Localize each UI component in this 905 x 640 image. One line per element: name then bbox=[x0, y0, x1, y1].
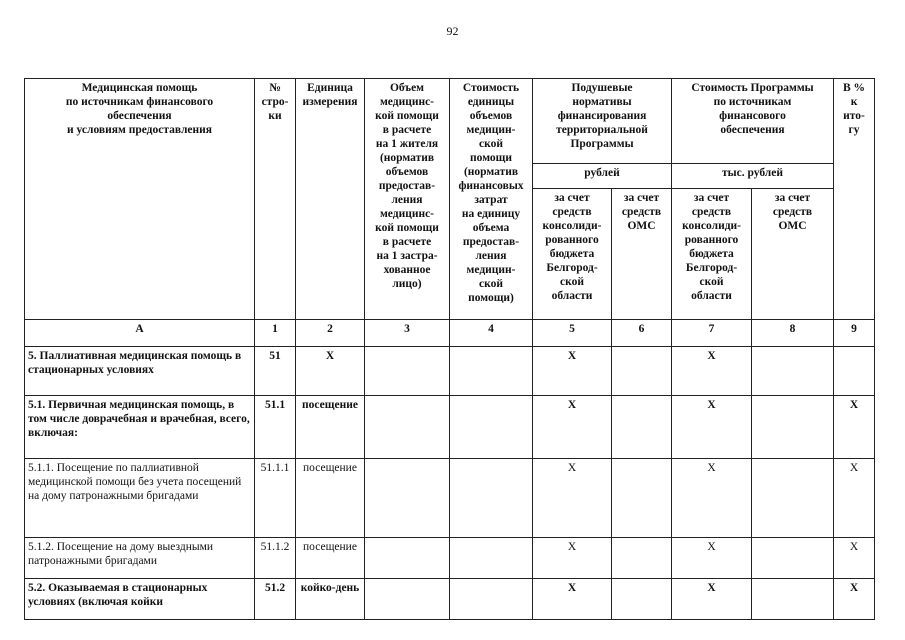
cell-volume bbox=[365, 579, 450, 620]
cell-percent: Х bbox=[834, 396, 875, 459]
header-text-line: хованное bbox=[383, 264, 431, 277]
header-text-line: и условиям предоставления bbox=[67, 124, 212, 137]
header-text-line: финансирования bbox=[557, 110, 647, 123]
row-title: 5.1.1. Посещение по паллиативной медицинской помощи без учета посещений на дому патронажными бригадами bbox=[25, 459, 255, 538]
header-text-line: предостав- bbox=[378, 180, 436, 193]
table-row bbox=[25, 579, 875, 620]
table-row bbox=[25, 538, 875, 579]
column-number: А bbox=[25, 320, 255, 347]
cell-volume bbox=[365, 538, 450, 579]
header-text-line: В % bbox=[842, 82, 866, 94]
header-text-line: медицинс- bbox=[379, 208, 435, 221]
header-text-line: медицинс- bbox=[379, 96, 435, 109]
row-unit: посещение bbox=[296, 459, 365, 538]
header-text-line: Стоимость bbox=[462, 82, 520, 94]
cell-cost-budget: Х bbox=[672, 347, 752, 396]
cell-unit-cost bbox=[450, 579, 533, 620]
header-text-line: обеспечения bbox=[107, 110, 172, 123]
header-text-line: за счет bbox=[554, 192, 590, 204]
header-text-line: средств bbox=[621, 206, 662, 219]
header-text-line: на единицу bbox=[461, 208, 521, 221]
header-unit-thousand-rubles: тыс. рублей bbox=[672, 164, 834, 189]
header-col-2 bbox=[296, 79, 365, 320]
cell-unit-cost bbox=[450, 538, 533, 579]
header-text-line: измерения bbox=[302, 96, 358, 109]
cell-per-capita-oms bbox=[612, 579, 672, 620]
cell-percent: Х bbox=[834, 538, 875, 579]
row-unit: койко-день bbox=[296, 579, 365, 620]
header-text-line: рованного bbox=[545, 234, 599, 247]
header-text-line: ки bbox=[268, 110, 282, 123]
header-text-line: средств bbox=[691, 206, 732, 219]
header-text-line: предостав- bbox=[462, 236, 520, 249]
header-text-line: на 1 жителя bbox=[375, 138, 439, 151]
cell-cost-budget: Х bbox=[672, 538, 752, 579]
page-number: 92 bbox=[446, 24, 459, 38]
column-number: 4 bbox=[450, 320, 533, 347]
header-text-line: консолиди- bbox=[542, 220, 602, 233]
header-text-line: медицин- bbox=[466, 264, 516, 277]
header-text-line: на 1 застра- bbox=[376, 250, 438, 263]
header-text-line: бюджета bbox=[549, 248, 595, 261]
header-group-per-capita bbox=[533, 79, 672, 164]
header-text-line: за счет bbox=[774, 192, 811, 204]
header-text-line: единицы bbox=[467, 96, 515, 109]
row-line-number: 51 bbox=[255, 347, 296, 396]
cell-cost-budget: Х bbox=[672, 459, 752, 538]
header-text-line: Белгород- bbox=[685, 262, 738, 275]
row-title: 5. Паллиативная медицинская помощь в стационарных условиях bbox=[25, 347, 255, 396]
table-row bbox=[25, 396, 875, 459]
header-text-line: стро- bbox=[261, 96, 289, 109]
row-unit: посещение bbox=[296, 538, 365, 579]
header-text-line: области bbox=[691, 290, 732, 303]
header-text-line: № bbox=[269, 82, 281, 94]
header-text-line: консолиди- bbox=[682, 220, 741, 233]
header-col-9 bbox=[834, 79, 875, 320]
header-row-1 bbox=[25, 79, 875, 164]
header-text-line: лицо) bbox=[392, 278, 422, 291]
cell-percent: Х bbox=[834, 459, 875, 538]
header-col-3 bbox=[365, 79, 450, 320]
cell-cost-oms bbox=[752, 396, 834, 459]
header-text-line: объемов bbox=[385, 166, 429, 179]
header-col-7 bbox=[672, 189, 752, 320]
column-numbers-row bbox=[25, 320, 875, 347]
cell-per-capita-budget: Х bbox=[533, 347, 612, 396]
row-title: 5.1. Первичная медицинская помощь, в том числе доврачебная и врачебная, всего, включая: bbox=[25, 396, 255, 459]
cell-cost-oms bbox=[752, 459, 834, 538]
header-text-line: территориальной bbox=[556, 124, 648, 137]
header-text-line: Белгород- bbox=[546, 262, 598, 275]
cell-unit-cost bbox=[450, 347, 533, 396]
cell-per-capita-budget: Х bbox=[533, 396, 612, 459]
row-line-number: 51.1.2 bbox=[255, 538, 296, 579]
cell-percent bbox=[834, 347, 875, 396]
header-text-line: нормативы bbox=[572, 96, 632, 109]
header-col-4 bbox=[450, 79, 533, 320]
column-number: 7 bbox=[672, 320, 752, 347]
header-text-line: кой помощи bbox=[375, 222, 439, 235]
header-text-line: к bbox=[850, 96, 858, 109]
cell-cost-oms bbox=[752, 579, 834, 620]
cell-percent: Х bbox=[834, 579, 875, 620]
header-text-line: финансового bbox=[719, 110, 786, 123]
header-text-line: ской bbox=[699, 276, 724, 289]
header-text-line: в расчете bbox=[382, 124, 432, 137]
header-text-line: ления bbox=[391, 194, 423, 207]
cell-cost-budget: Х bbox=[672, 579, 752, 620]
header-text-line: Программы bbox=[570, 138, 634, 151]
cell-volume bbox=[365, 347, 450, 396]
cell-cost-budget: Х bbox=[672, 396, 752, 459]
header-col-5 bbox=[533, 189, 612, 320]
header-text-line: ито- bbox=[843, 110, 865, 123]
header-text-line: средств bbox=[772, 206, 813, 219]
header-text-line: ления bbox=[475, 250, 507, 263]
cell-per-capita-oms bbox=[612, 538, 672, 579]
header-unit-rubles: рублей bbox=[533, 164, 672, 189]
cell-volume bbox=[365, 396, 450, 459]
header-text-line: области bbox=[551, 290, 593, 303]
header-text-line: по источникам финансового bbox=[65, 96, 214, 109]
header-text-line: помощи) bbox=[468, 292, 514, 305]
row-line-number: 51.1.1 bbox=[255, 459, 296, 538]
header-text-line: финансовых bbox=[458, 180, 524, 193]
cell-per-capita-budget: Х bbox=[533, 459, 612, 538]
header-text-line: гу bbox=[848, 124, 860, 137]
header-text-line: (норматив bbox=[463, 166, 519, 179]
header-text-line: Объем bbox=[389, 82, 425, 94]
row-unit: посещение bbox=[296, 396, 365, 459]
column-number: 1 bbox=[255, 320, 296, 347]
header-text-line: помощи bbox=[470, 152, 512, 165]
cell-cost-oms bbox=[752, 538, 834, 579]
header-text-line: медицин- bbox=[466, 124, 516, 137]
header-text-line: в расчете bbox=[382, 236, 432, 249]
header-text-line: затрат bbox=[474, 194, 508, 207]
header-text-line: за счет bbox=[623, 192, 660, 204]
header-text-line: Подушевые bbox=[571, 82, 633, 94]
header-text-line: ОМС bbox=[778, 220, 807, 233]
header-text-line: по источникам bbox=[713, 96, 792, 109]
header-text-line: объема bbox=[472, 222, 510, 235]
row-line-number: 51.2 bbox=[255, 579, 296, 620]
header-text-line: (норматив bbox=[379, 152, 435, 165]
header-text-line: средств bbox=[552, 206, 592, 219]
row-title: 5.1.2. Посещение на дому выездными патронажными бригадами bbox=[25, 538, 255, 579]
cell-per-capita-oms bbox=[612, 396, 672, 459]
header-col-1 bbox=[255, 79, 296, 320]
column-number: 9 bbox=[834, 320, 875, 347]
header-col-8 bbox=[752, 189, 834, 320]
header-text-line: объемов bbox=[469, 110, 513, 123]
header-text-line: бюджета bbox=[689, 248, 734, 261]
cell-volume bbox=[365, 459, 450, 538]
row-title: 5.2. Оказываемая в стационарных условиях (включая койки bbox=[25, 579, 255, 620]
cell-per-capita-oms bbox=[612, 347, 672, 396]
cell-per-capita-budget: Х bbox=[533, 579, 612, 620]
row-line-number: 51.1 bbox=[255, 396, 296, 459]
table-row bbox=[25, 459, 875, 538]
cell-per-capita-budget: Х bbox=[533, 538, 612, 579]
header-text-line: ской bbox=[479, 278, 503, 291]
header-text-line: ской bbox=[479, 138, 503, 151]
header-group-program-cost bbox=[672, 79, 834, 164]
cell-cost-oms bbox=[752, 347, 834, 396]
header-text-line: за счет bbox=[693, 192, 730, 204]
header-col-6 bbox=[612, 189, 672, 320]
header-text-line: Единица bbox=[307, 82, 353, 94]
header-text-line: Медицинская помощь bbox=[81, 82, 198, 94]
header-text-line: Стоимость Программы bbox=[691, 82, 814, 94]
financing-table bbox=[24, 78, 875, 620]
header-text-line: рованного bbox=[684, 234, 739, 247]
column-number: 3 bbox=[365, 320, 450, 347]
row-unit: Х bbox=[296, 347, 365, 396]
table-row bbox=[25, 347, 875, 396]
cell-unit-cost bbox=[450, 459, 533, 538]
column-number: 5 bbox=[533, 320, 612, 347]
header-text-line: ОМС bbox=[627, 220, 656, 233]
header-col-a bbox=[25, 79, 255, 320]
column-number: 8 bbox=[752, 320, 834, 347]
header-text-line: ской bbox=[560, 276, 584, 289]
cell-per-capita-oms bbox=[612, 459, 672, 538]
cell-unit-cost bbox=[450, 396, 533, 459]
column-number: 2 bbox=[296, 320, 365, 347]
header-text-line: кой помощи bbox=[375, 110, 439, 123]
column-number: 6 bbox=[612, 320, 672, 347]
header-text-line: обеспечения bbox=[720, 124, 785, 137]
